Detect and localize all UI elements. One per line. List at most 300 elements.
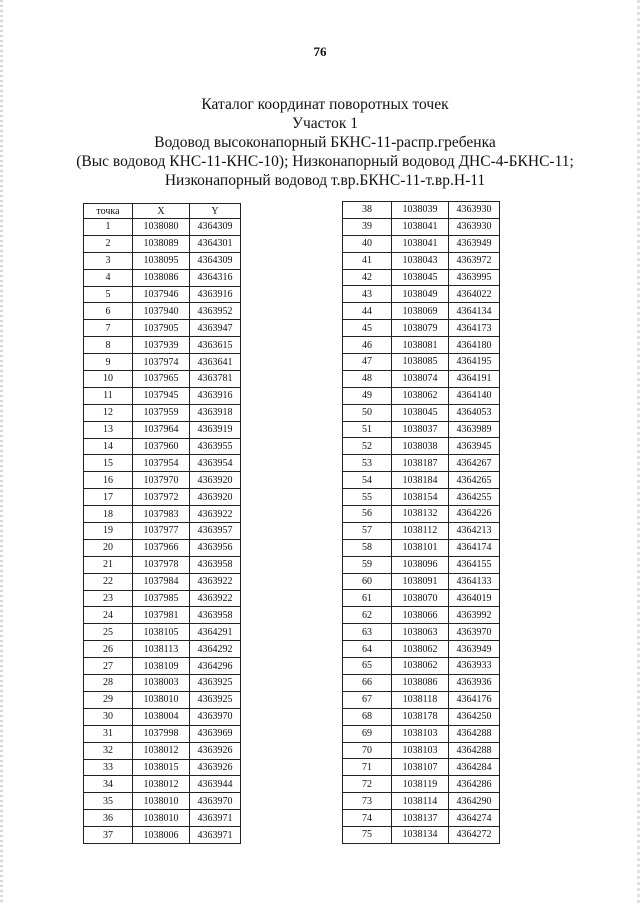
table-row (84, 556, 241, 573)
table-row (343, 759, 500, 776)
point-number-cell: 68 (343, 708, 392, 725)
point-number-cell: 71 (343, 759, 392, 776)
table-row (343, 573, 500, 590)
table-row (343, 522, 500, 539)
table-row (343, 708, 500, 725)
x-coordinate-cell: 1037954 (133, 455, 190, 472)
point-number-cell: 48 (343, 370, 392, 387)
point-number-cell: 61 (343, 590, 392, 607)
point-number-cell: 50 (343, 404, 392, 421)
x-coordinate-cell: 1037965 (133, 371, 190, 388)
x-coordinate-cell: 1038074 (392, 370, 449, 387)
point-number-cell: 57 (343, 522, 392, 539)
point-number-cell: 74 (343, 810, 392, 827)
point-number-cell: 14 (84, 438, 133, 455)
x-coordinate-cell: 1038045 (392, 269, 449, 286)
point-number-cell: 56 (343, 506, 392, 523)
y-coordinate-cell: 4363945 (449, 438, 500, 455)
point-number-cell: 12 (84, 404, 133, 421)
point-number-cell: 4 (84, 269, 133, 286)
point-number-cell: 55 (343, 489, 392, 506)
table-row (343, 658, 500, 675)
table-row (84, 489, 241, 506)
y-coordinate-cell: 4364292 (190, 641, 241, 658)
y-coordinate-cell: 4363916 (190, 286, 241, 303)
point-number-cell: 6 (84, 303, 133, 320)
table-row (84, 641, 241, 658)
table-row (343, 691, 500, 708)
point-number-cell: 22 (84, 573, 133, 590)
x-coordinate-cell: 1038134 (392, 826, 449, 843)
table-row (343, 725, 500, 742)
table-row (84, 337, 241, 354)
point-number-cell: 13 (84, 421, 133, 438)
y-coordinate-cell: 4364180 (449, 337, 500, 354)
x-coordinate-cell: 1037985 (133, 590, 190, 607)
x-coordinate-cell: 1038062 (392, 641, 449, 658)
table-row (84, 759, 241, 776)
y-coordinate-cell: 4363957 (190, 523, 241, 540)
table-row (84, 742, 241, 759)
x-coordinate-cell: 1037972 (133, 489, 190, 506)
x-coordinate-cell: 1038079 (392, 320, 449, 337)
point-number-cell: 42 (343, 269, 392, 286)
y-coordinate-cell: 4364133 (449, 573, 500, 590)
point-number-cell: 40 (343, 235, 392, 252)
point-number-cell: 8 (84, 337, 133, 354)
x-coordinate-cell: 1038045 (392, 404, 449, 421)
x-coordinate-cell: 1037974 (133, 354, 190, 371)
point-number-cell: 11 (84, 387, 133, 404)
x-coordinate-cell: 1037983 (133, 506, 190, 523)
y-coordinate-cell: 4363955 (190, 438, 241, 455)
x-coordinate-cell: 1037946 (133, 286, 190, 303)
y-coordinate-cell: 4363922 (190, 573, 241, 590)
table-row (84, 691, 241, 708)
point-number-cell: 23 (84, 590, 133, 607)
table-row (343, 455, 500, 472)
y-coordinate-cell: 4364316 (190, 269, 241, 286)
y-coordinate-cell: 4364272 (449, 826, 500, 843)
y-coordinate-cell: 4363919 (190, 421, 241, 438)
table-row (84, 607, 241, 624)
y-coordinate-cell: 4363926 (190, 759, 241, 776)
header-x: X (133, 204, 190, 219)
point-number-cell: 59 (343, 556, 392, 573)
table-row (343, 421, 500, 438)
table-row (84, 675, 241, 692)
y-coordinate-cell: 4364267 (449, 455, 500, 472)
y-coordinate-cell: 4364226 (449, 506, 500, 523)
y-coordinate-cell: 4363925 (190, 691, 241, 708)
point-number-cell: 16 (84, 472, 133, 489)
x-coordinate-cell: 1038003 (133, 675, 190, 692)
x-coordinate-cell: 1038049 (392, 286, 449, 303)
y-coordinate-cell: 4363920 (190, 489, 241, 506)
x-coordinate-cell: 1038004 (133, 708, 190, 725)
x-coordinate-cell: 1038114 (392, 793, 449, 810)
table-body-left (84, 219, 241, 844)
table-row (84, 252, 241, 269)
x-coordinate-cell: 1038187 (392, 455, 449, 472)
point-number-cell: 24 (84, 607, 133, 624)
table-row (343, 286, 500, 303)
x-coordinate-cell: 1037998 (133, 725, 190, 742)
y-coordinate-cell: 4363916 (190, 387, 241, 404)
x-coordinate-cell: 1037984 (133, 573, 190, 590)
x-coordinate-cell: 1037940 (133, 303, 190, 320)
y-coordinate-cell: 4363926 (190, 742, 241, 759)
point-number-cell: 58 (343, 539, 392, 556)
y-coordinate-cell: 4364022 (449, 286, 500, 303)
point-number-cell: 39 (343, 218, 392, 235)
x-coordinate-cell: 1037905 (133, 320, 190, 337)
point-number-cell: 15 (84, 455, 133, 472)
x-coordinate-cell: 1038103 (392, 742, 449, 759)
point-number-cell: 38 (343, 202, 392, 219)
x-coordinate-cell: 1038010 (133, 793, 190, 810)
y-coordinate-cell: 4364274 (449, 810, 500, 827)
y-coordinate-cell: 4363949 (449, 641, 500, 658)
table-row (343, 438, 500, 455)
title-line-catalog: Каталог координат поворотных точек (201, 96, 449, 113)
title-line-section: Участок 1 (291, 115, 358, 132)
x-coordinate-cell: 1038038 (392, 438, 449, 455)
table-row (343, 793, 500, 810)
x-coordinate-cell: 1038109 (133, 658, 190, 675)
x-coordinate-cell: 1038039 (392, 202, 449, 219)
point-number-cell: 64 (343, 641, 392, 658)
table-row (84, 725, 241, 742)
y-coordinate-cell: 4364195 (449, 354, 500, 371)
y-coordinate-cell: 4363944 (190, 776, 241, 793)
point-number-cell: 31 (84, 725, 133, 742)
table-row (84, 320, 241, 337)
table-row (343, 556, 500, 573)
point-number-cell: 7 (84, 320, 133, 337)
table-row (84, 421, 241, 438)
y-coordinate-cell: 4364255 (449, 489, 500, 506)
point-number-cell: 49 (343, 387, 392, 404)
table-row (343, 776, 500, 793)
x-coordinate-cell: 1037978 (133, 556, 190, 573)
header-point: точка (84, 204, 133, 219)
table-row (84, 539, 241, 556)
table-row (343, 218, 500, 235)
point-number-cell: 21 (84, 556, 133, 573)
table-row (343, 404, 500, 421)
table-row (343, 624, 500, 641)
point-number-cell: 27 (84, 658, 133, 675)
x-coordinate-cell: 1038037 (392, 421, 449, 438)
point-number-cell: 51 (343, 421, 392, 438)
x-coordinate-cell: 1038105 (133, 624, 190, 641)
x-coordinate-cell: 1038070 (392, 590, 449, 607)
y-coordinate-cell: 4364288 (449, 742, 500, 759)
point-number-cell: 66 (343, 674, 392, 691)
x-coordinate-cell: 1038119 (392, 776, 449, 793)
x-coordinate-cell: 1038137 (392, 810, 449, 827)
point-number-cell: 5 (84, 286, 133, 303)
table-row (84, 303, 241, 320)
x-coordinate-cell: 1037981 (133, 607, 190, 624)
y-coordinate-cell: 4364191 (449, 370, 500, 387)
y-coordinate-cell: 4364140 (449, 387, 500, 404)
y-coordinate-cell: 4363949 (449, 235, 500, 252)
y-coordinate-cell: 4363956 (190, 539, 241, 556)
table-row (84, 506, 241, 523)
point-number-cell: 67 (343, 691, 392, 708)
table-body-right (343, 202, 500, 844)
x-coordinate-cell: 1038096 (392, 556, 449, 573)
table-row (343, 742, 500, 759)
y-coordinate-cell: 4364290 (449, 793, 500, 810)
point-number-cell: 43 (343, 286, 392, 303)
y-coordinate-cell: 4363930 (449, 218, 500, 235)
point-number-cell: 28 (84, 675, 133, 692)
table-row (343, 202, 500, 219)
y-coordinate-cell: 4364291 (190, 624, 241, 641)
coordinates-table-right (342, 201, 500, 844)
y-coordinate-cell: 4363922 (190, 590, 241, 607)
y-coordinate-cell: 4364053 (449, 404, 500, 421)
x-coordinate-cell: 1038103 (392, 725, 449, 742)
table-row (343, 489, 500, 506)
table-row (343, 303, 500, 320)
x-coordinate-cell: 1038006 (133, 827, 190, 844)
y-coordinate-cell: 4364265 (449, 472, 500, 489)
point-number-cell: 35 (84, 793, 133, 810)
table-row (84, 219, 241, 236)
x-coordinate-cell: 1038178 (392, 708, 449, 725)
x-coordinate-cell: 1038066 (392, 607, 449, 624)
point-number-cell: 29 (84, 691, 133, 708)
table-row (84, 438, 241, 455)
x-coordinate-cell: 1038080 (133, 219, 190, 236)
point-number-cell: 2 (84, 235, 133, 252)
point-number-cell: 30 (84, 708, 133, 725)
x-coordinate-cell: 1038010 (133, 691, 190, 708)
point-number-cell: 60 (343, 573, 392, 590)
table-row (84, 286, 241, 303)
x-coordinate-cell: 1038086 (133, 269, 190, 286)
x-coordinate-cell: 1038010 (133, 810, 190, 827)
y-coordinate-cell: 4364301 (190, 235, 241, 252)
table-row (84, 590, 241, 607)
point-number-cell: 18 (84, 506, 133, 523)
x-coordinate-cell: 1038012 (133, 742, 190, 759)
page-number: 76 (313, 44, 327, 59)
table-row (84, 523, 241, 540)
table-row (343, 506, 500, 523)
y-coordinate-cell: 4363992 (449, 607, 500, 624)
x-coordinate-cell: 1038043 (392, 252, 449, 269)
y-coordinate-cell: 4363970 (190, 793, 241, 810)
table-row (84, 827, 241, 844)
table-row (343, 252, 500, 269)
point-number-cell: 44 (343, 303, 392, 320)
point-number-cell: 54 (343, 472, 392, 489)
y-coordinate-cell: 4363936 (449, 674, 500, 691)
point-number-cell: 1 (84, 219, 133, 236)
x-coordinate-cell: 1038113 (133, 641, 190, 658)
table-row (343, 387, 500, 404)
point-number-cell: 45 (343, 320, 392, 337)
point-number-cell: 70 (343, 742, 392, 759)
y-coordinate-cell: 4364174 (449, 539, 500, 556)
table-row (343, 674, 500, 691)
point-number-cell: 9 (84, 354, 133, 371)
table-row (84, 404, 241, 421)
header-y: Y (190, 204, 241, 219)
table-row (84, 793, 241, 810)
x-coordinate-cell: 1038095 (133, 252, 190, 269)
y-coordinate-cell: 4364019 (449, 590, 500, 607)
table-row (84, 708, 241, 725)
point-number-cell: 62 (343, 607, 392, 624)
table-row (84, 269, 241, 286)
x-coordinate-cell: 1038154 (392, 489, 449, 506)
table-row (343, 810, 500, 827)
x-coordinate-cell: 1037945 (133, 387, 190, 404)
table-row (84, 354, 241, 371)
point-number-cell: 33 (84, 759, 133, 776)
x-coordinate-cell: 1037939 (133, 337, 190, 354)
point-number-cell: 37 (84, 827, 133, 844)
y-coordinate-cell: 4363970 (190, 708, 241, 725)
table-row (343, 590, 500, 607)
y-coordinate-cell: 4364213 (449, 522, 500, 539)
title-line-pipeline-3: Низконапорный водовод т.вр.БКНС-11-т.вр.Н-11 (164, 172, 486, 189)
y-coordinate-cell: 4363971 (190, 827, 241, 844)
point-number-cell: 10 (84, 371, 133, 388)
table-row (343, 641, 500, 658)
y-coordinate-cell: 4363971 (190, 810, 241, 827)
y-coordinate-cell: 4363958 (190, 607, 241, 624)
y-coordinate-cell: 4363947 (190, 320, 241, 337)
table-row (84, 658, 241, 675)
x-coordinate-cell: 1038062 (392, 658, 449, 675)
table-row (84, 371, 241, 388)
y-coordinate-cell: 4363918 (190, 404, 241, 421)
x-coordinate-cell: 1038063 (392, 624, 449, 641)
x-coordinate-cell: 1038091 (392, 573, 449, 590)
table-row (343, 320, 500, 337)
table-row (84, 573, 241, 590)
y-coordinate-cell: 4364173 (449, 320, 500, 337)
y-coordinate-cell: 4363781 (190, 371, 241, 388)
table-row (343, 826, 500, 843)
x-coordinate-cell: 1038041 (392, 235, 449, 252)
table-row (343, 472, 500, 489)
x-coordinate-cell: 1037960 (133, 438, 190, 455)
x-coordinate-cell: 1037966 (133, 539, 190, 556)
table-row (343, 370, 500, 387)
table-row (343, 354, 500, 371)
point-number-cell: 75 (343, 826, 392, 843)
table-row (84, 387, 241, 404)
point-number-cell: 32 (84, 742, 133, 759)
point-number-cell: 73 (343, 793, 392, 810)
table-row (343, 235, 500, 252)
point-number-cell: 53 (343, 455, 392, 472)
x-coordinate-cell: 1038081 (392, 337, 449, 354)
document-title (60, 95, 590, 190)
x-coordinate-cell: 1038184 (392, 472, 449, 489)
y-coordinate-cell: 4363925 (190, 675, 241, 692)
coordinates-table-left (83, 203, 241, 844)
point-number-cell: 26 (84, 641, 133, 658)
point-number-cell: 19 (84, 523, 133, 540)
y-coordinate-cell: 4363972 (449, 252, 500, 269)
table-header-row (84, 204, 241, 219)
x-coordinate-cell: 1037959 (133, 404, 190, 421)
point-number-cell: 52 (343, 438, 392, 455)
point-number-cell: 46 (343, 337, 392, 354)
x-coordinate-cell: 1038101 (392, 539, 449, 556)
table-row (343, 539, 500, 556)
table-row (84, 472, 241, 489)
point-number-cell: 34 (84, 776, 133, 793)
x-coordinate-cell: 1037964 (133, 421, 190, 438)
y-coordinate-cell: 4363969 (190, 725, 241, 742)
point-number-cell: 65 (343, 658, 392, 675)
point-number-cell: 20 (84, 539, 133, 556)
table-row (84, 810, 241, 827)
x-coordinate-cell: 1038069 (392, 303, 449, 320)
y-coordinate-cell: 4363958 (190, 556, 241, 573)
point-number-cell: 3 (84, 252, 133, 269)
y-coordinate-cell: 4364309 (190, 219, 241, 236)
x-coordinate-cell: 1038062 (392, 387, 449, 404)
y-coordinate-cell: 4363641 (190, 354, 241, 371)
x-coordinate-cell: 1038089 (133, 235, 190, 252)
y-coordinate-cell: 4363954 (190, 455, 241, 472)
table-row (343, 269, 500, 286)
table-row (84, 455, 241, 472)
point-number-cell: 72 (343, 776, 392, 793)
table-row (343, 607, 500, 624)
y-coordinate-cell: 4364309 (190, 252, 241, 269)
y-coordinate-cell: 4363933 (449, 658, 500, 675)
point-number-cell: 63 (343, 624, 392, 641)
y-coordinate-cell: 4364134 (449, 303, 500, 320)
point-number-cell: 25 (84, 624, 133, 641)
x-coordinate-cell: 1038132 (392, 506, 449, 523)
table-row (84, 776, 241, 793)
x-coordinate-cell: 1037970 (133, 472, 190, 489)
x-coordinate-cell: 1038107 (392, 759, 449, 776)
y-coordinate-cell: 4363970 (449, 624, 500, 641)
y-coordinate-cell: 4364250 (449, 708, 500, 725)
table-row (84, 235, 241, 252)
title-line-pipeline-1: Водовод высоконапорный БКНС-11-распр.гребенка (154, 134, 496, 151)
y-coordinate-cell: 4364176 (449, 691, 500, 708)
scan-edge-left (0, 0, 3, 905)
x-coordinate-cell: 1037977 (133, 523, 190, 540)
title-line-pipeline-2: (Выс водовод КНС-11-КНС-10); Низконапорный водовод ДНС-4-БКНС-11; (76, 153, 574, 170)
point-number-cell: 69 (343, 725, 392, 742)
x-coordinate-cell: 1038086 (392, 674, 449, 691)
x-coordinate-cell: 1038118 (392, 691, 449, 708)
y-coordinate-cell: 4363989 (449, 421, 500, 438)
y-coordinate-cell: 4363995 (449, 269, 500, 286)
y-coordinate-cell: 4363952 (190, 303, 241, 320)
x-coordinate-cell: 1038012 (133, 776, 190, 793)
x-coordinate-cell: 1038041 (392, 218, 449, 235)
y-coordinate-cell: 4363615 (190, 337, 241, 354)
x-coordinate-cell: 1038085 (392, 354, 449, 371)
